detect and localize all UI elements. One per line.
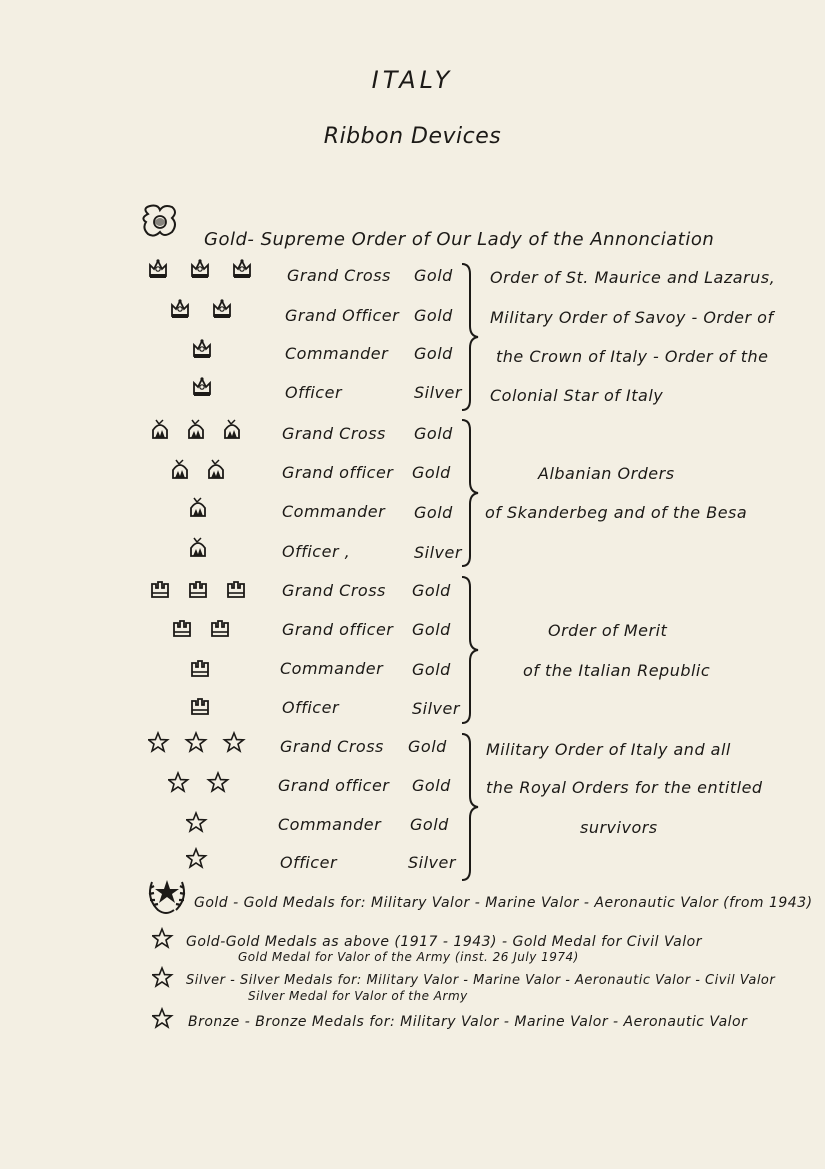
- medal-subtext: Gold Medal for Valor of the Army (inst. 26 July 1974): [238, 950, 579, 964]
- medal-subtext: Silver Medal for Valor of the Army: [248, 989, 468, 1003]
- turret-crown-icon: [172, 616, 242, 640]
- grade-label: Officer ,: [282, 542, 351, 561]
- star-wreath-icon: [144, 874, 190, 918]
- grade-label: Grand Cross: [282, 581, 386, 600]
- metal-label: Gold: [412, 581, 451, 600]
- medal-text: Gold - Gold Medals for: Military Valor - Marine Valor - Aeronautic Valor (from 1943): [194, 895, 813, 911]
- star-icon: [152, 1006, 176, 1030]
- skanderbeg-helmet-icon: [150, 416, 260, 442]
- grade-label: Grand officer: [278, 776, 390, 795]
- grade-label: Grand Officer: [285, 306, 400, 325]
- group-description: Order of St. Maurice and Lazarus,: [490, 268, 776, 287]
- grade-label: Grand officer: [282, 620, 394, 639]
- star-icon: [152, 965, 176, 989]
- group-description: Military Order of Savoy - Order of: [490, 308, 774, 327]
- grade-label: Officer: [282, 698, 340, 717]
- group-description: Colonial Star of Italy: [490, 386, 664, 405]
- group-description: of Skanderbeg and of the Besa: [485, 503, 748, 522]
- grade-label: Grand Cross: [280, 737, 384, 756]
- grade-label: Commander: [285, 344, 389, 363]
- medal-text: Bronze - Bronze Medals for: Military Valor - Marine Valor - Aeronautic Valor: [188, 1014, 748, 1030]
- turret-crown-icon: [190, 656, 214, 680]
- page-title: ITALY: [371, 66, 454, 94]
- medal-text: Silver - Silver Medals for: Military Valor - Marine Valor - Aeronautic Valor - Civil Valor: [186, 973, 776, 988]
- metal-label: Gold: [412, 660, 451, 679]
- page-subtitle: Ribbon Devices: [323, 124, 502, 149]
- metal-label: Gold: [414, 266, 453, 285]
- metal-label: Silver: [414, 383, 462, 402]
- metal-label: Gold: [412, 776, 451, 795]
- crown-icon: [192, 374, 220, 402]
- group-description: Order of Merit: [548, 621, 668, 640]
- skanderbeg-helmet-icon: [170, 456, 246, 482]
- skanderbeg-helmet-icon: [188, 494, 214, 520]
- metal-label: Gold: [408, 737, 447, 756]
- annunziata-knot-icon: [140, 204, 180, 242]
- metal-label: Gold: [414, 306, 453, 325]
- grade-label: Officer: [285, 383, 343, 402]
- grade-label: Commander: [280, 659, 384, 678]
- metal-label: Gold: [412, 463, 451, 482]
- metal-label: Gold: [414, 424, 453, 443]
- turret-crown-icon: [190, 694, 214, 718]
- group-brace: [458, 418, 482, 568]
- medal-text: Gold-Gold Medals as above (1917 - 1943) - Gold Medal for Civil Valor: [186, 934, 702, 950]
- grade-label: Grand Cross: [287, 266, 391, 285]
- metal-label: Gold: [412, 620, 451, 639]
- metal-label: Silver: [412, 699, 460, 718]
- star-icon: [152, 926, 176, 950]
- crown-icon: [148, 256, 268, 284]
- group-description: Albanian Orders: [538, 464, 675, 483]
- metal-label: Gold: [414, 503, 453, 522]
- group-description: the Crown of Italy - Order of the: [496, 347, 769, 366]
- group-description: of the Italian Republic: [523, 661, 711, 680]
- metal-label: Gold: [410, 815, 449, 834]
- annunziata-text: Gold- Supreme Order of Our Lady of the Annonciation: [204, 229, 715, 250]
- grade-label: Grand Cross: [282, 424, 386, 443]
- group-description: survivors: [580, 818, 658, 837]
- group-brace: [458, 575, 482, 725]
- skanderbeg-helmet-icon: [188, 534, 214, 560]
- star-icon: [168, 770, 234, 794]
- group-description: the Royal Orders for the entitled: [486, 778, 763, 797]
- grade-label: Officer: [280, 853, 338, 872]
- metal-label: Gold: [414, 344, 453, 363]
- group-brace: [458, 262, 482, 412]
- metal-label: Silver: [414, 543, 462, 562]
- group-brace: [458, 732, 482, 882]
- turret-crown-icon: [150, 577, 260, 601]
- grade-label: Commander: [282, 502, 386, 521]
- grade-label: Grand officer: [282, 463, 394, 482]
- star-icon: [148, 730, 254, 754]
- grade-label: Commander: [278, 815, 382, 834]
- star-icon: [186, 846, 210, 870]
- crown-icon: [192, 336, 220, 364]
- group-description: Military Order of Italy and all: [486, 740, 731, 759]
- crown-icon: [170, 296, 250, 324]
- metal-label: Silver: [408, 853, 456, 872]
- star-icon: [186, 810, 210, 834]
